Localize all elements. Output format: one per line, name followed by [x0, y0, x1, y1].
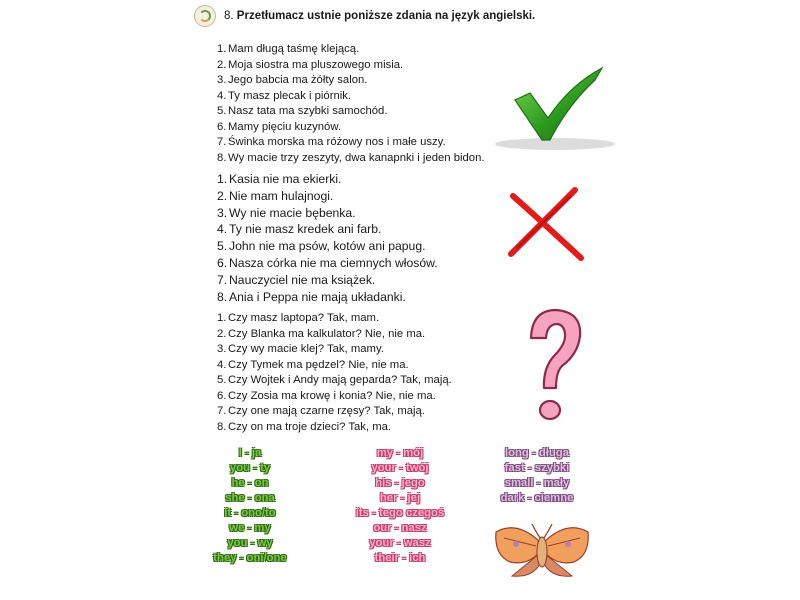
sentence-text: Mam długą taśmę klejącą. — [228, 43, 360, 55]
sentence-number: 1. — [217, 172, 228, 186]
vocab-item: it - ono/to — [224, 507, 276, 519]
sentence-text: Nasz tata ma szybki samochód. — [228, 105, 388, 117]
sentence-number: 1. — [217, 43, 227, 55]
sentence-item — [217, 42, 485, 58]
vocab-item: small - mały — [504, 477, 570, 489]
sentence-text: Ania i Peppa nie mają układanki. — [229, 289, 406, 304]
sentence-number: 3. — [217, 205, 228, 220]
sentence-number: 8. — [217, 151, 227, 164]
sentence-text: Nauczyciel nie ma książek. — [229, 272, 376, 287]
sentence-item — [217, 205, 438, 222]
sentence-text: Nasza córka nie ma ciemnych włosów. — [229, 255, 438, 270]
sentence-number: 5. — [217, 239, 228, 254]
sentence-text: Ty nie masz kredek ani farb. — [229, 222, 382, 237]
sentence-item — [217, 120, 485, 136]
sentence-text: Czy Wojtek i Andy mają geparda? Tak, mają. — [228, 374, 452, 386]
sentence-number: 2. — [217, 327, 227, 340]
sentence-text: Czy on ma troje dzieci? Tak, ma. — [228, 420, 392, 433]
question-mark-icon — [522, 306, 587, 428]
sentence-text: Wy macie trzy zeszyty, dwa kanapnki i jeden bidon. — [228, 151, 485, 164]
sentence-number: 8. — [217, 289, 228, 304]
moth-icon — [492, 520, 592, 580]
vocab-item: their - ich — [374, 552, 426, 564]
vocab-item: its - tego czegoś — [355, 507, 445, 519]
vocab-item: my - mój — [376, 447, 424, 459]
vocab-item: you - wy — [227, 537, 273, 549]
sentence-number: 6. — [217, 389, 227, 402]
affirmative-sentence-list — [217, 42, 485, 166]
sentence-text: Moja siostra ma pluszowego misia. — [228, 58, 404, 71]
sentence-item — [217, 188, 438, 205]
vocab-item: fast - szybki — [504, 462, 570, 474]
sentence-item — [217, 89, 485, 105]
negative-sentence-list — [217, 171, 438, 305]
sentence-number: 8. — [217, 420, 227, 433]
sentence-text: Czy one mają czarne rzęsy? Tak, mają. — [228, 405, 425, 417]
sentence-text: Czy Blanka ma kalkulator? Nie, nie ma. — [228, 327, 426, 340]
vocab-item: his - jego — [375, 477, 425, 489]
vocab-item: long - długa — [504, 447, 569, 459]
sentence-item — [217, 73, 485, 89]
sentence-item — [217, 342, 452, 358]
sentence-number: 2. — [217, 58, 227, 71]
sentence-number: 6. — [217, 255, 228, 270]
sentence-number: 6. — [217, 120, 227, 133]
sentence-item — [217, 135, 485, 151]
sentence-item — [217, 104, 485, 120]
sentence-item — [217, 221, 438, 238]
vocab-item: she - ona — [225, 492, 275, 504]
sentence-item — [217, 289, 438, 306]
vocab-item: your - wasz — [369, 537, 431, 549]
vocab-item: you - ty — [229, 462, 271, 474]
question-sentence-list — [217, 311, 452, 435]
sentence-number: 4. — [217, 89, 227, 102]
sentence-item — [217, 151, 485, 167]
sentence-number: 3. — [217, 343, 227, 355]
sentence-item — [217, 171, 438, 188]
sentence-item — [217, 389, 452, 405]
vocab-item: he - on — [231, 477, 269, 489]
vocab-item: they - oni/one — [213, 552, 287, 564]
sentence-text: Ty masz plecak i piórnik. — [228, 89, 352, 102]
sentence-text: John nie ma psów, kotów ani papug. — [229, 239, 426, 254]
sentence-number: 4. — [217, 358, 227, 371]
sentence-item — [217, 272, 438, 289]
sentence-text: Czy wy macie klej? Tak, mamy. — [228, 343, 384, 355]
vocab-item: I - ja — [238, 447, 262, 459]
exercise-title — [224, 10, 535, 22]
sentence-number: 1. — [217, 312, 227, 324]
vocab-item: we - my — [229, 522, 271, 534]
exercise-instruction: Przetłumacz ustnie poniższe zdania na język angielski. — [236, 10, 536, 22]
vocab-item: dark - ciemne — [500, 492, 574, 504]
sentence-item — [217, 373, 452, 389]
adjective-vocabulary-list — [487, 446, 587, 506]
sentence-item — [217, 327, 452, 343]
sentence-text: Kasia nie ma ekierki. — [229, 172, 342, 186]
sentence-item — [217, 58, 485, 74]
sentence-number: 7. — [217, 405, 227, 417]
sentence-text: Czy Tymek ma pędzel? Nie, nie ma. — [228, 358, 409, 371]
sentence-number: 7. — [217, 272, 228, 287]
sentence-item — [217, 358, 452, 374]
sentence-text: Świnka morska ma różowy nos i małe uszy. — [228, 136, 446, 148]
sentence-item — [217, 404, 452, 420]
sentence-item — [217, 255, 438, 272]
sentence-text: Nie mam hulajnogi. — [229, 188, 334, 203]
cross-icon — [505, 182, 585, 262]
sentence-number: 5. — [217, 105, 227, 117]
checkmark-icon — [490, 60, 620, 160]
sentence-number: 5. — [217, 374, 227, 386]
vocab-item: our - nasz — [373, 522, 427, 534]
sentence-item — [217, 238, 438, 255]
possessive-vocabulary-list — [340, 446, 460, 566]
school-logo-icon — [194, 5, 216, 27]
vocab-item: her - jej — [379, 492, 421, 504]
sentence-item — [217, 420, 452, 436]
sentence-item — [217, 311, 452, 327]
sentence-text: Wy nie macie bębenka. — [229, 205, 356, 220]
pronoun-vocabulary-list — [200, 446, 300, 566]
vocab-item: your - twój — [371, 462, 429, 474]
sentence-text: Jego babcia ma żółty salon. — [228, 74, 368, 86]
sentence-text: Mamy pięciu kuzynów. — [228, 120, 342, 133]
sentence-number: 7. — [217, 136, 227, 148]
sentence-number: 2. — [217, 188, 228, 203]
sentence-number: 3. — [217, 74, 227, 86]
sentence-text: Czy Zosia ma krowę i konia? Nie, nie ma. — [228, 389, 436, 402]
sentence-text: Czy masz laptopa? Tak, mam. — [228, 312, 380, 324]
sentence-number: 4. — [217, 222, 228, 237]
exercise-number: 8. — [224, 10, 234, 22]
